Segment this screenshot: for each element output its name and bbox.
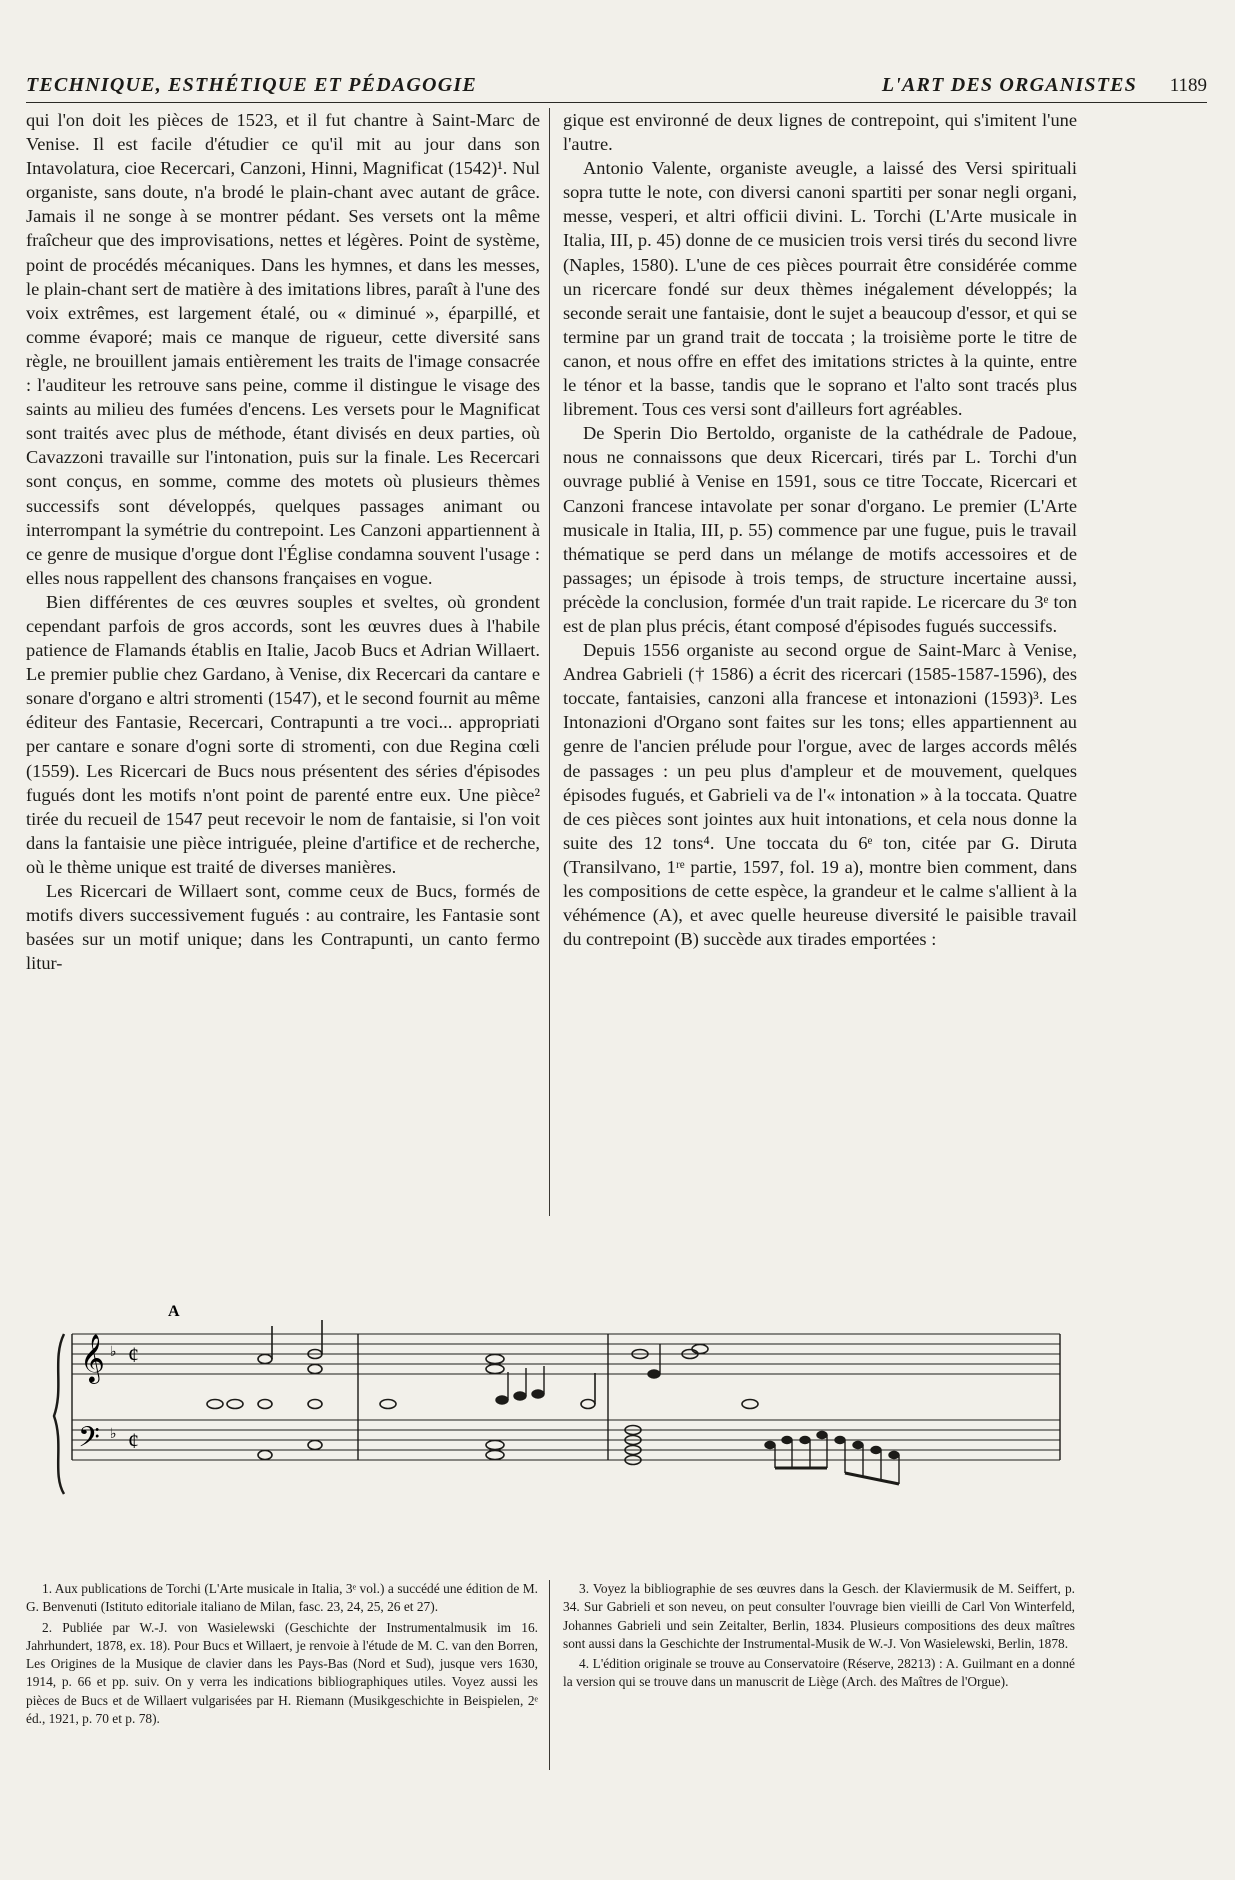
column-divider bbox=[549, 108, 550, 1216]
paragraph: gique est environné de deux lignes de contrepoint, qui s'imitent l'une l'autre. bbox=[563, 110, 1077, 155]
page-number: 1189 bbox=[1169, 75, 1207, 96]
footnote: 2. Publiée par W.-J. von Wasielewski (Geschichte der Instrumentalmusik im 16. Jahrhundert, 1878, ex. 18). Pour Bucs et Willaert, je renvoie à l'étude de M. C. van den Borren, Les Origines de la Musique de clavier dans les Pays-Bas (Nord et Sud), jusque vers 1630, 1914, p. 66 et pp. suiv. On y verra les indications bibliographiques utiles. Voyez aussi les pièces de Bucs et de Willaert vulgarisées par H. Riemann (Musikgeschichte in Beispielen, 2ᵉ éd., 1921, p. 70 et p. 78). bbox=[26, 1619, 538, 1727]
treble-staff bbox=[72, 1334, 1060, 1374]
paragraph: qui l'on doit les pièces de 1523, et il fut chantre à Saint-Marc de Venise. Il est facile d'étudier ce qu'il mit au jour dans son Intavolatura, cioe Recercari, Canzoni, Hinni, Magnificat (1542)¹. Nul organiste, sans doute, n'a brodé le plain-chant avec autant de grâce. Jamais il ne songe à se montrer pédant. Ses versets ont la même fraîcheur que des improvisations, nettes et légères. Point de système, point de procédés mécaniques. Dans les hymnes, et dans les messes, le plain-chant sert de matière à des imitations libres, paraît à l'une des voix extrêmes, est largement étalé, ou « diminué », éparpillé, et comme évaporé; mais ce manque de rigueur, cette diversité sans règle, ne brouillent jamais entièrement les traits de l'image consacrée : l'auditeur les retrouve sans peine, comme il distingue le visage des saints au milieu des fumées d'encens. Les versets pour le Magnificat sont traités avec plus de méthode, étant divisés en deux parties, où Cavazzoni travaille sur l'intonation, puis sur la finale. Les Recercari sont conçus, en somme, comme des motets où plusieurs thèmes successifs sont développés, quelques passages animant ou interrompant la symétrie du contrepoint. Les Canzoni appartiennent à ce genre de musique d'orgue dont l'Église condamna souvent l'usage : elles nous rappellent des chansons françaises en vogue. bbox=[26, 110, 540, 588]
notes-measure-1 bbox=[207, 1320, 322, 1460]
cut-time-icon: ¢ bbox=[128, 1342, 139, 1367]
running-header bbox=[26, 74, 1207, 103]
eighth-note-run bbox=[765, 1432, 899, 1485]
footnote: 1. Aux publications de Torchi (L'Arte musicale in Italia, 3ᵉ vol.) a succédé une édition de M. G. Benvenuti (Istituto editoriale italiano de Milan, fasc. 23, 24, 25, 26 et 27). bbox=[26, 1581, 538, 1615]
footnote: 4. L'édition originale se trouve au Conservatoire (Réserve, 28213) : A. Guilmant en a donné la version qui se trouve dans un manuscrit de Liège (Arch. des Maîtres de l'Orgue). bbox=[563, 1656, 1075, 1690]
flat-icon: ♭ bbox=[110, 1427, 117, 1442]
footnotes-right bbox=[563, 1580, 1075, 1694]
bass-staff bbox=[72, 1420, 1060, 1460]
header-section-title: TECHNIQUE, ESTHÉTIQUE ET PÉDAGOGIE bbox=[26, 74, 477, 96]
paragraph: Antonio Valente, organiste aveugle, a laissé des Versi spirituali sopra tutte le note, con diversi canoni spartiti per sonar negli organi, messe, vesperi, et altri officii divini. L. Torchi (L'Arte musicale in Italia, III, p. 45) donne de ce musicien trois versi tirés du second livre (Naples, 1580). L'une de ces pièces pourrait être considérée comme un ricercare fondé sur deux thèmes inégalement développés; la seconde serait une fantaisie, dont le sujet a beaucoup d'essor, et qui se termine par un grand trait de toccata ; la troisième porte le titre de canon, et nous offre en effet des imitations strictes à la quinte, entre le ténor et la basse, tandis que le soprano et l'alto sont tracés plus librement. Tous ces versi sont d'ailleurs fort agréables. bbox=[563, 158, 1077, 420]
paragraph: Depuis 1556 organiste au second orgue de Saint-Marc à Venise, Andrea Gabrieli († 1586) a écrit des ricercari (1585-1587-1596), des toccate, fantaisies, canzoni alla francese et intonazioni (1593)³. Les Intonazioni d'Organo sont faites sur les tons; elles appartiennent au genre de l'ancien prélude pour l'orgue, avec de larges accords mêlés de passages : un peu plus d'ampleur et de mouvement, quelques épisodes fugués, et Gabrieli va de l'« intonation » à la toccata. Quatre de ces pièces sont jointes aux huit intonations, et cela nous donne la suite des 12 tons⁴. Une toccata du 6ᵉ ton, citée par G. Diruta (Transilvano, 1ʳᵉ partie, 1597, fol. 19 a), montre bien comment, dans les compositions de cette espèce, la grandeur et le calme s'allient à la véhémence (A), et avec quelle heureuse diversité le paisible travail du contrepoint (B) succède aux tirades emportées : bbox=[563, 640, 1077, 950]
brace-icon bbox=[54, 1334, 64, 1494]
paragraph: Bien différentes de ces œuvres souples et sveltes, où grondent cependant parfois de gros accords, sont les œuvres dues à l'habile patience de Flamands établis en Italie, Jacob Bucs et Adrian Willaert. Le premier publie chez Gardano, à Venise, dix Recercari da cantare e sonare d'organo e altri stromenti (1547), et le second fournit au même éditeur des Fantasie, Recercari, Contrapunti a tre voci... appropriati per cantare e sonare d'ogni sorte di stromenti, con due Regina cœli (1559). Les Ricercari de Bucs nous présentent des séries d'épisodes fugués dont les motifs n'ont point de parenté entre eux. Une pièce² tirée du recueil de 1547 peut recevoir le nom de fantaisie, si l'on voit dans la fantaisie une pièce intriguée, pleine d'artifice et de recherche, où le thème unique est traité de diverses manières. bbox=[26, 591, 540, 877]
music-label: A bbox=[168, 1303, 180, 1320]
paragraph: De Sperin Dio Bertoldo, organiste de la cathédrale de Padoue, nous ne connaissons que deux Ricercari, tirés par L. Torchi d'un ouvrage publié à Venise en 1591, sous ce titre Toccate, Ricercari et Canzoni francese intavolate per sonar d'organo. Le premier (L'Arte musicale in Italia, III, p. 55) commence par une fugue, puis le travail thématique se perd dans un mélange de motifs accessoires et de passages; un épisode à trois temps, de structure incertaine aussi, précède la conclusion, formée d'un trait rapide. Le ricercare du 3ᵉ ton est de plan plus précis, étant composé d'épisodes fugués successifs. bbox=[563, 423, 1077, 636]
flat-icon: ♭ bbox=[110, 1345, 117, 1360]
music-score-example bbox=[50, 1298, 1070, 1498]
footnotes-left bbox=[26, 1580, 538, 1730]
left-column bbox=[26, 108, 540, 975]
barlines bbox=[72, 1334, 1060, 1460]
paragraph: Les Ricercari de Willaert sont, comme ceux de Bucs, formés de motifs divers successivement fugués : au contraire, les Fantasie sont basées sur un motif unique; dans les Contrapunti, un canto fermo litur- bbox=[26, 881, 540, 974]
notes-measure-3 bbox=[625, 1345, 758, 1465]
notes-measure-2 bbox=[380, 1355, 595, 1460]
treble-clef-icon: 𝄞 bbox=[80, 1333, 105, 1382]
footnote-divider bbox=[549, 1580, 550, 1770]
right-column bbox=[563, 108, 1077, 951]
cut-time-icon: ¢ bbox=[128, 1428, 139, 1453]
footnote: 3. Voyez la bibliographie de ses œuvres dans la Gesch. der Klaviermusik de M. Seiffert, p. 34. Sur Gabrieli et son neveu, on peut consulter l'ouvrage bien vieilli de Carl Von Winterfeld, Johannes Gabrieli und sein Zeitalter, Berlin, 1834. Plusieurs compositions des deux maîtres sont aussi dans la Geschichte der Instrumental-Musik de W.-J. Von Wasielewski, Berlin, 1878. bbox=[563, 1581, 1075, 1651]
bass-clef-icon: 𝄢 bbox=[78, 1421, 100, 1461]
header-chapter-title: L'ART DES ORGANISTES bbox=[881, 74, 1137, 96]
